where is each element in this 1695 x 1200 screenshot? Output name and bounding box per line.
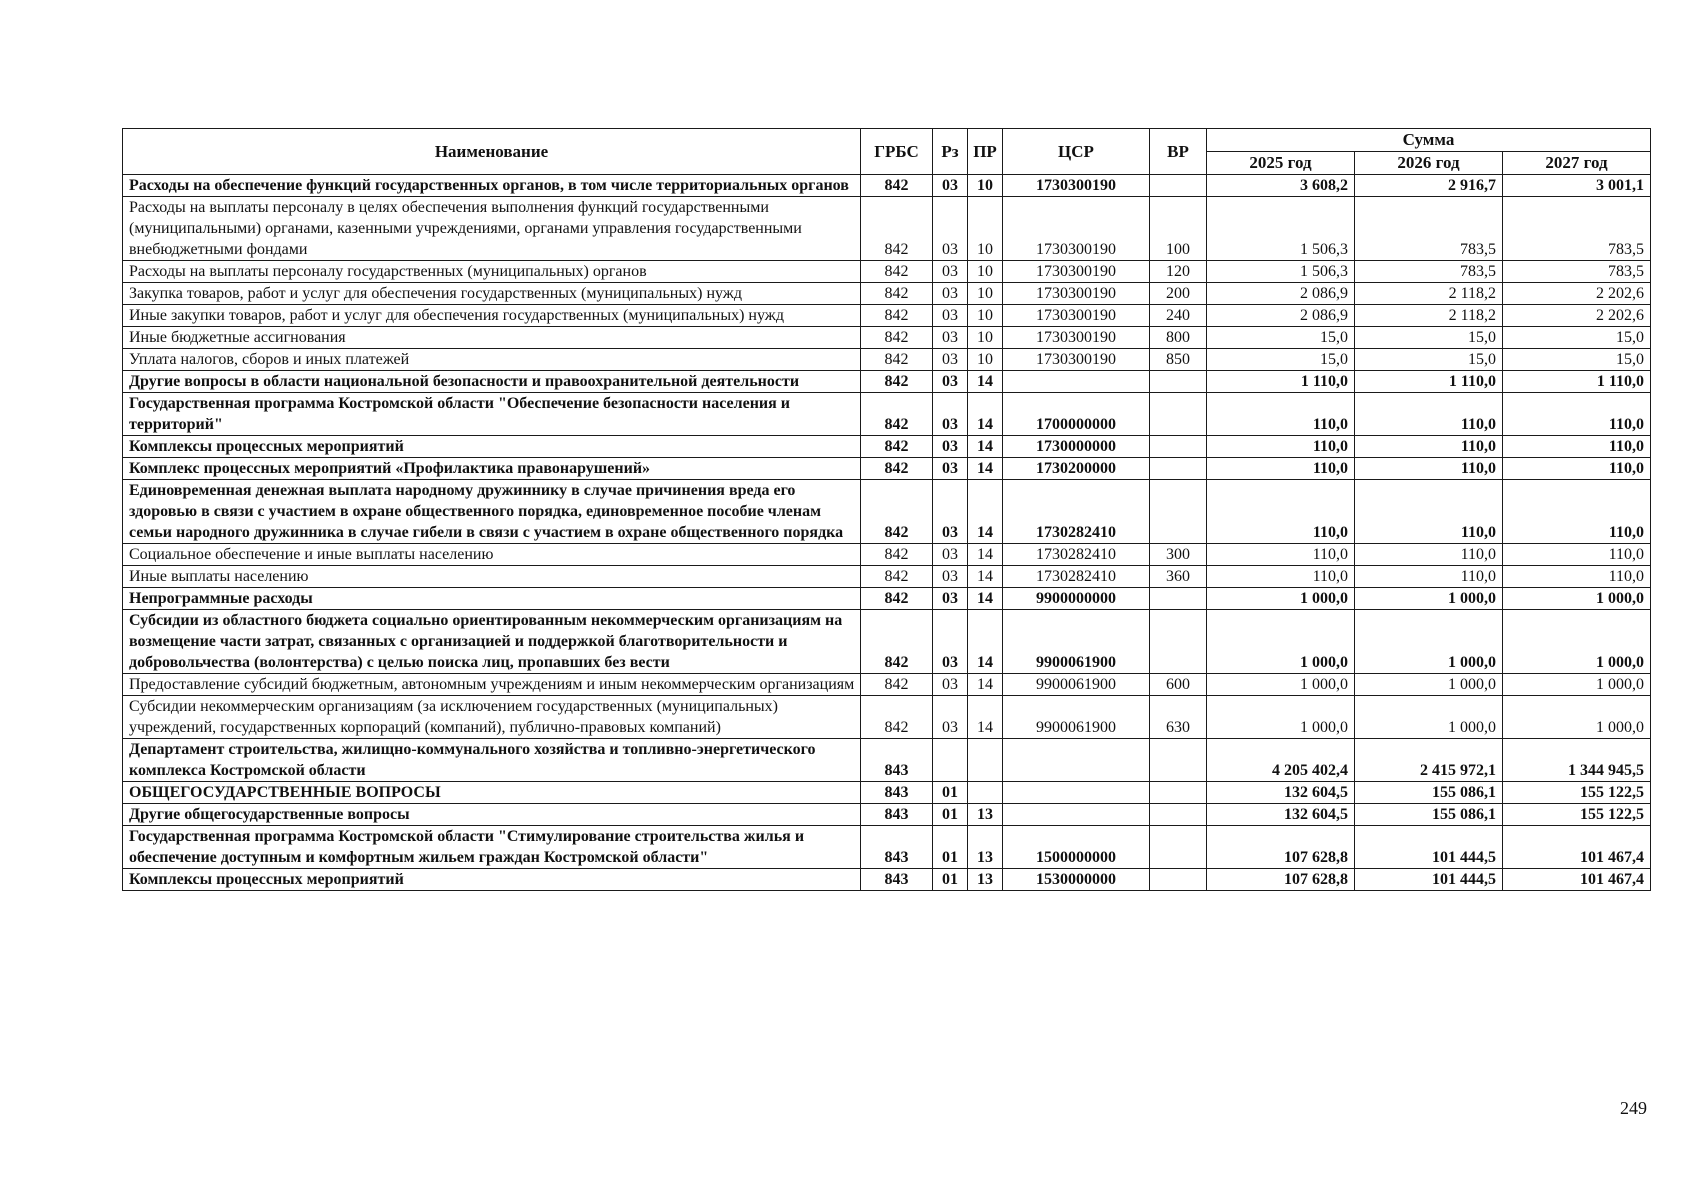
cell-sum-2025: 132 604,5: [1207, 782, 1355, 804]
cell-grbs: 842: [861, 436, 933, 458]
cell-grbs: 843: [861, 782, 933, 804]
table-row: [123, 610, 1651, 674]
cell-sum-2025: 132 604,5: [1207, 804, 1355, 826]
cell-rz: 03: [933, 393, 968, 436]
cell-pr: 14: [968, 588, 1003, 610]
cell-csr: 1730300190: [1003, 349, 1150, 371]
cell-rz: 03: [933, 371, 968, 393]
cell-csr: 1730282410: [1003, 544, 1150, 566]
cell-rz: 03: [933, 696, 968, 739]
cell-grbs: 843: [861, 869, 933, 891]
cell-csr: 1730300190: [1003, 261, 1150, 283]
cell-name: Закупка товаров, работ и услуг для обеспечения государственных (муниципальных) нужд: [123, 283, 861, 305]
cell-rz: 01: [933, 804, 968, 826]
cell-grbs: 842: [861, 696, 933, 739]
cell-csr: 9900061900: [1003, 674, 1150, 696]
cell-rz: 03: [933, 610, 968, 674]
cell-rz: 03: [933, 261, 968, 283]
cell-name: Комплексы процессных мероприятий: [123, 869, 861, 891]
table-row: [123, 588, 1651, 610]
cell-sum-2026: 1 000,0: [1355, 674, 1503, 696]
cell-pr: 14: [968, 544, 1003, 566]
cell-sum-2025: 1 110,0: [1207, 371, 1355, 393]
cell-pr: 10: [968, 261, 1003, 283]
cell-grbs: 842: [861, 674, 933, 696]
cell-pr: [968, 739, 1003, 782]
cell-sum-2025: 2 086,9: [1207, 283, 1355, 305]
cell-sum-2027: 110,0: [1503, 458, 1651, 480]
cell-vr: 300: [1150, 544, 1207, 566]
cell-grbs: 842: [861, 327, 933, 349]
cell-grbs: 842: [861, 610, 933, 674]
cell-sum-2025: 110,0: [1207, 436, 1355, 458]
cell-sum-2026: 2 916,7: [1355, 175, 1503, 197]
cell-name: Другие вопросы в области национальной безопасности и правоохранительной деятельности: [123, 371, 861, 393]
cell-sum-2026: 101 444,5: [1355, 869, 1503, 891]
cell-rz: 03: [933, 175, 968, 197]
header-rz: Рз: [933, 129, 968, 175]
cell-csr: [1003, 782, 1150, 804]
cell-sum-2025: 110,0: [1207, 566, 1355, 588]
cell-sum-2027: 110,0: [1503, 393, 1651, 436]
cell-pr: 14: [968, 436, 1003, 458]
cell-sum-2025: 110,0: [1207, 393, 1355, 436]
cell-name: Социальное обеспечение и иные выплаты населению: [123, 544, 861, 566]
cell-sum-2025: 15,0: [1207, 349, 1355, 371]
cell-name: Комплексы процессных мероприятий: [123, 436, 861, 458]
cell-vr: 800: [1150, 327, 1207, 349]
cell-vr: 360: [1150, 566, 1207, 588]
cell-sum-2026: 155 086,1: [1355, 782, 1503, 804]
cell-name: Иные бюджетные ассигнования: [123, 327, 861, 349]
cell-sum-2027: 101 467,4: [1503, 826, 1651, 869]
cell-vr: [1150, 393, 1207, 436]
cell-csr: 1530000000: [1003, 869, 1150, 891]
header-sum: Сумма: [1207, 129, 1651, 152]
cell-pr: 10: [968, 175, 1003, 197]
table-row: [123, 261, 1651, 283]
cell-grbs: 842: [861, 349, 933, 371]
cell-sum-2027: 15,0: [1503, 327, 1651, 349]
cell-csr: 1500000000: [1003, 826, 1150, 869]
cell-sum-2025: 1 000,0: [1207, 696, 1355, 739]
cell-pr: 14: [968, 674, 1003, 696]
cell-vr: 200: [1150, 283, 1207, 305]
table-row: [123, 739, 1651, 782]
header-year-2026: 2026 год: [1355, 152, 1503, 175]
cell-csr: 9900061900: [1003, 696, 1150, 739]
table-row: [123, 197, 1651, 261]
table-row: [123, 826, 1651, 869]
cell-sum-2026: 110,0: [1355, 566, 1503, 588]
cell-vr: 240: [1150, 305, 1207, 327]
cell-vr: [1150, 869, 1207, 891]
cell-rz: 03: [933, 588, 968, 610]
cell-csr: [1003, 371, 1150, 393]
cell-sum-2027: 110,0: [1503, 480, 1651, 544]
cell-rz: 03: [933, 458, 968, 480]
cell-rz: 01: [933, 869, 968, 891]
cell-sum-2027: 1 110,0: [1503, 371, 1651, 393]
cell-rz: 03: [933, 305, 968, 327]
cell-vr: [1150, 480, 1207, 544]
header-name: Наименование: [123, 129, 861, 175]
cell-sum-2025: 3 608,2: [1207, 175, 1355, 197]
cell-pr: 14: [968, 696, 1003, 739]
table-row: [123, 782, 1651, 804]
cell-sum-2027: 1 000,0: [1503, 588, 1651, 610]
cell-vr: 630: [1150, 696, 1207, 739]
cell-name: Комплекс процессных мероприятий «Профилактика правонарушений»: [123, 458, 861, 480]
table-row: [123, 869, 1651, 891]
cell-sum-2027: 110,0: [1503, 566, 1651, 588]
cell-sum-2025: 107 628,8: [1207, 826, 1355, 869]
cell-sum-2026: 110,0: [1355, 393, 1503, 436]
budget-sheet: [122, 128, 1650, 891]
cell-rz: 03: [933, 327, 968, 349]
cell-grbs: 842: [861, 371, 933, 393]
cell-sum-2026: 783,5: [1355, 261, 1503, 283]
table-row: [123, 349, 1651, 371]
cell-grbs: 842: [861, 283, 933, 305]
cell-sum-2025: 1 000,0: [1207, 674, 1355, 696]
cell-sum-2025: 1 000,0: [1207, 588, 1355, 610]
cell-sum-2026: 1 000,0: [1355, 610, 1503, 674]
cell-sum-2027: 783,5: [1503, 261, 1651, 283]
cell-sum-2027: 110,0: [1503, 436, 1651, 458]
cell-csr: [1003, 804, 1150, 826]
table-row: [123, 371, 1651, 393]
cell-name: Расходы на обеспечение функций государственных органов, в том числе территориальных органов: [123, 175, 861, 197]
cell-pr: 14: [968, 458, 1003, 480]
cell-sum-2026: 110,0: [1355, 436, 1503, 458]
cell-sum-2026: 1 000,0: [1355, 588, 1503, 610]
cell-csr: 1730200000: [1003, 458, 1150, 480]
cell-pr: 13: [968, 804, 1003, 826]
cell-sum-2025: 1 000,0: [1207, 610, 1355, 674]
cell-csr: 1700000000: [1003, 393, 1150, 436]
cell-grbs: 842: [861, 305, 933, 327]
cell-vr: [1150, 804, 1207, 826]
cell-vr: [1150, 826, 1207, 869]
cell-csr: 1730300190: [1003, 175, 1150, 197]
header-csr: ЦСР: [1003, 129, 1150, 175]
cell-pr: 13: [968, 826, 1003, 869]
cell-sum-2027: 2 202,6: [1503, 283, 1651, 305]
page-number: 249: [1620, 1098, 1647, 1118]
table-row: [123, 458, 1651, 480]
cell-sum-2027: 1 000,0: [1503, 674, 1651, 696]
cell-sum-2026: 2 118,2: [1355, 305, 1503, 327]
cell-rz: 03: [933, 544, 968, 566]
cell-name: Уплата налогов, сборов и иных платежей: [123, 349, 861, 371]
cell-csr: 1730300190: [1003, 283, 1150, 305]
cell-name: Иные выплаты населению: [123, 566, 861, 588]
cell-grbs: 843: [861, 739, 933, 782]
cell-name: Департамент строительства, жилищно-коммунального хозяйства и топливно-энергетического комплекса Костромской области: [123, 739, 861, 782]
cell-sum-2026: 1 110,0: [1355, 371, 1503, 393]
cell-name: Субсидии из областного бюджета социально ориентированным некоммерческим организациям на возмещение части затрат, связанных с организацией и поддержкой благотворительности и добровольчества (волонтерства) с целью поиска лиц, пропавших без вести: [123, 610, 861, 674]
header-grbs: ГРБС: [861, 129, 933, 175]
cell-rz: 03: [933, 197, 968, 261]
cell-pr: 14: [968, 610, 1003, 674]
table-row: [123, 480, 1651, 544]
cell-vr: [1150, 588, 1207, 610]
cell-rz: 03: [933, 283, 968, 305]
cell-grbs: 842: [861, 458, 933, 480]
cell-sum-2025: 4 205 402,4: [1207, 739, 1355, 782]
cell-sum-2026: 15,0: [1355, 327, 1503, 349]
cell-name: Непрограммные расходы: [123, 588, 861, 610]
cell-vr: [1150, 739, 1207, 782]
cell-sum-2025: 110,0: [1207, 480, 1355, 544]
cell-sum-2026: 1 000,0: [1355, 696, 1503, 739]
cell-sum-2026: 110,0: [1355, 544, 1503, 566]
cell-sum-2026: 155 086,1: [1355, 804, 1503, 826]
cell-sum-2027: 110,0: [1503, 544, 1651, 566]
cell-vr: 120: [1150, 261, 1207, 283]
cell-rz: [933, 739, 968, 782]
cell-vr: [1150, 175, 1207, 197]
cell-csr: 1730300190: [1003, 305, 1150, 327]
cell-sum-2026: 110,0: [1355, 458, 1503, 480]
cell-pr: 14: [968, 371, 1003, 393]
cell-pr: [968, 782, 1003, 804]
cell-name: Расходы на выплаты персоналу государственных (муниципальных) органов: [123, 261, 861, 283]
cell-sum-2025: 2 086,9: [1207, 305, 1355, 327]
table-row: [123, 327, 1651, 349]
cell-sum-2027: 783,5: [1503, 197, 1651, 261]
cell-sum-2025: 15,0: [1207, 327, 1355, 349]
cell-grbs: 842: [861, 175, 933, 197]
cell-pr: 13: [968, 869, 1003, 891]
cell-rz: 01: [933, 826, 968, 869]
cell-csr: 1730282410: [1003, 480, 1150, 544]
cell-pr: 10: [968, 327, 1003, 349]
table-row: [123, 436, 1651, 458]
cell-sum-2025: 1 506,3: [1207, 197, 1355, 261]
cell-pr: 10: [968, 349, 1003, 371]
cell-sum-2026: 101 444,5: [1355, 826, 1503, 869]
cell-vr: [1150, 436, 1207, 458]
cell-name: Иные закупки товаров, работ и услуг для обеспечения государственных (муниципальных) нужд: [123, 305, 861, 327]
cell-vr: 100: [1150, 197, 1207, 261]
cell-grbs: 842: [861, 480, 933, 544]
cell-pr: 14: [968, 393, 1003, 436]
cell-name: Государственная программа Костромской области "Обеспечение безопасности населения и территорий": [123, 393, 861, 436]
cell-vr: 600: [1150, 674, 1207, 696]
cell-vr: [1150, 610, 1207, 674]
cell-grbs: 843: [861, 804, 933, 826]
cell-vr: 850: [1150, 349, 1207, 371]
cell-vr: [1150, 458, 1207, 480]
table-row: [123, 175, 1651, 197]
cell-csr: 1730300190: [1003, 327, 1150, 349]
cell-csr: 1730300190: [1003, 197, 1150, 261]
cell-sum-2027: 1 344 945,5: [1503, 739, 1651, 782]
table-row: [123, 696, 1651, 739]
cell-sum-2027: 155 122,5: [1503, 804, 1651, 826]
table-row: [123, 544, 1651, 566]
cell-sum-2027: 1 000,0: [1503, 696, 1651, 739]
cell-csr: 9900061900: [1003, 610, 1150, 674]
table-row: [123, 566, 1651, 588]
table-row: [123, 283, 1651, 305]
cell-csr: 1730000000: [1003, 436, 1150, 458]
cell-csr: 9900000000: [1003, 588, 1150, 610]
cell-sum-2027: 1 000,0: [1503, 610, 1651, 674]
cell-name: Субсидии некоммерческим организациям (за исключением государственных (муниципальных) учреждений, государственных корпораций (компаний), публично-правовых компаний): [123, 696, 861, 739]
cell-grbs: 843: [861, 826, 933, 869]
cell-sum-2027: 2 202,6: [1503, 305, 1651, 327]
cell-rz: 03: [933, 349, 968, 371]
cell-grbs: 842: [861, 588, 933, 610]
cell-grbs: 842: [861, 566, 933, 588]
cell-sum-2026: 2 118,2: [1355, 283, 1503, 305]
cell-vr: [1150, 371, 1207, 393]
table-body: [123, 175, 1651, 891]
cell-pr: 14: [968, 566, 1003, 588]
cell-sum-2025: 1 506,3: [1207, 261, 1355, 283]
cell-sum-2027: 155 122,5: [1503, 782, 1651, 804]
header-vr: ВР: [1150, 129, 1207, 175]
cell-sum-2025: 110,0: [1207, 544, 1355, 566]
cell-sum-2025: 110,0: [1207, 458, 1355, 480]
table-row: [123, 305, 1651, 327]
cell-grbs: 842: [861, 393, 933, 436]
cell-name: Расходы на выплаты персоналу в целях обеспечения выполнения функций государственными (муниципальными) органами, казенными учреждениями, органами управления государственными внебюджетными фондами: [123, 197, 861, 261]
cell-sum-2026: 783,5: [1355, 197, 1503, 261]
cell-sum-2025: 107 628,8: [1207, 869, 1355, 891]
cell-sum-2026: 2 415 972,1: [1355, 739, 1503, 782]
cell-pr: 10: [968, 305, 1003, 327]
cell-name: Другие общегосударственные вопросы: [123, 804, 861, 826]
cell-sum-2027: 3 001,1: [1503, 175, 1651, 197]
cell-rz: 03: [933, 566, 968, 588]
table-row: [123, 804, 1651, 826]
cell-pr: 10: [968, 197, 1003, 261]
cell-grbs: 842: [861, 261, 933, 283]
cell-sum-2027: 15,0: [1503, 349, 1651, 371]
cell-rz: 03: [933, 480, 968, 544]
cell-csr: 1730282410: [1003, 566, 1150, 588]
cell-sum-2026: 110,0: [1355, 480, 1503, 544]
header-year-2027: 2027 год: [1503, 152, 1651, 175]
header-row-top: [123, 129, 1651, 152]
cell-sum-2026: 15,0: [1355, 349, 1503, 371]
cell-pr: 14: [968, 480, 1003, 544]
cell-sum-2027: 101 467,4: [1503, 869, 1651, 891]
cell-vr: [1150, 782, 1207, 804]
header-pr: ПР: [968, 129, 1003, 175]
cell-name: Предоставление субсидий бюджетным, автономным учреждениям и иным некоммерческим организациям: [123, 674, 861, 696]
header-year-2025: 2025 год: [1207, 152, 1355, 175]
cell-grbs: 842: [861, 544, 933, 566]
cell-name: ОБЩЕГОСУДАРСТВЕННЫЕ ВОПРОСЫ: [123, 782, 861, 804]
cell-name: Государственная программа Костромской области "Стимулирование строительства жилья и обеспечение доступным и комфортным жильем граждан Костромской области": [123, 826, 861, 869]
budget-table: [122, 128, 1651, 891]
cell-pr: 10: [968, 283, 1003, 305]
cell-rz: 01: [933, 782, 968, 804]
cell-rz: 03: [933, 674, 968, 696]
cell-rz: 03: [933, 436, 968, 458]
cell-name: Единовременная денежная выплата народному дружиннику в случае причинения вреда его здоровью в связи с участием в охране общественного порядка, единовременное пособие членам семьи народного дружинника в случае гибели в связи с участием в охране общественного порядка: [123, 480, 861, 544]
table-row: [123, 393, 1651, 436]
cell-grbs: 842: [861, 197, 933, 261]
table-row: [123, 674, 1651, 696]
cell-csr: [1003, 739, 1150, 782]
